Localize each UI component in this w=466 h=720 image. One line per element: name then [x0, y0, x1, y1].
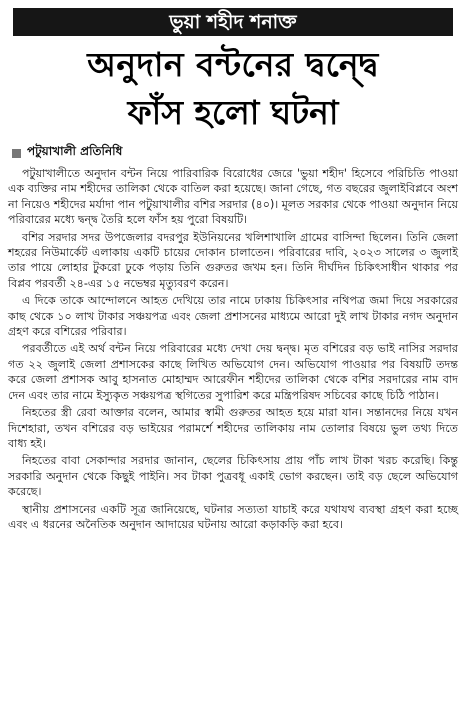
headline-line-2: ফাঁস হলো ঘটনা	[127, 93, 339, 132]
article-body	[8, 166, 458, 532]
kicker-label: ভুয়া শহীদ শনাক্ত	[13, 8, 453, 36]
paragraph-5: নিহতের স্ত্রী রেবা আক্তার বলেন, আমার স্বামী গুরুতর আহত হয়ে মারা যান। সন্তানদের নিয়ে যখন দিশেহারা, তখন বশিরের বড় ভাইয়ের পরামর্শে শহীদের তালিকায় নাম তোলার বিষয়ে ভুল তথ্য দিতে বাধ্য হই।	[8, 406, 458, 450]
kicker-bar	[8, 8, 458, 36]
byline-text: পটুয়াখালী প্রতিনিধি	[27, 144, 123, 158]
headline	[8, 42, 458, 136]
bullet-square-icon	[12, 149, 21, 158]
byline	[12, 143, 458, 163]
paragraph-1: পটুয়াখালীতে অনুদান বন্টন নিয়ে পারিবারিক বিরোধের জেরে 'ভুয়া শহীদ' হিসেবে পরিচিতি পাওয়া এক ব্যক্তির নাম শহীদের তালিকা থেকে বাতিল করা হয়েছে। জানা গেছে, গত বছরের জুলাইবিপ্লবে অংশ না নিয়েও শহীদের মর্যাদা পান পটুয়াখালীর বশির সরদার (৪০)। মূলত সরকার থেকে পাওয়া অনুদান নিয়ে পরিবারের মধ্যে দ্বন্দ্ব তৈরি হলে ফাঁস হয় পুরো বিষয়টি।	[8, 167, 458, 227]
paragraph-7: স্থানীয় প্রশাসনের একটি সূত্র জানিয়েছে, ঘটনার সত্যতা যাচাই করে যথাযথ ব্যবস্থা গ্রহণ করা হচ্ছে এবং এ ধরনের অনৈতিক অনুদান আদায়ের ঘটনায় আরো কড়াকড়ি করা হবে।	[8, 502, 458, 531]
paragraph-4: পরবর্তীতে এই অর্থ বন্টন নিয়ে পরিবারের মধ্যে দেখা দেয় দ্বন্দ্ব। মৃত বশিরের বড় ভাই নাসির সরদার গত ২২ জুলাই জেলা প্রশাসকের কাছে লিখিত অভিযোগ দেন। অভিযোগ পাওয়ার পর বিষয়টি তদন্ত করে জেলা প্রশাসক আবু হাসনাত মোহাম্মদ আরেফীন শহীদের তালিকা থেকে বশির সরদারের নাম বাদ দেন এবং তার নামে ইস্যুকৃত সঞ্চয়পত্র স্থগিতের সুপারিশ করে মন্ত্রিপরিষদ সচিবের কাছে চিঠি পাঠান।	[8, 342, 458, 402]
paragraph-6: নিহতের বাবা সেকান্দার সরদার জানান, ছেলের চিকিৎসায় প্রায় পাঁচ লাখ টাকা খরচ করেছি। কিন্তু সরকারি অনুদান থেকে কিছুই পাইনি। সব টাকা পুত্রবধূ একাই ভোগ করছেন। তাই বড় ছেলে অভিযোগ করেছে।	[8, 454, 458, 499]
headline-line-1: অনুদান বন্টনের দ্বন্দ্বে	[87, 45, 379, 84]
paragraph-2: বশির সরদার সদর উপজেলার বদরপুর ইউনিয়নের খলিশাখালি গ্রামের বাসিন্দা ছিলেন। তিনি জেলা শহরের নিউমার্কেট এলাকায় একটি চায়ের দোকান চালাতেন। পরিবারের দাবি, ২০২৩ সালের ৩ জুলাই তার পায়ে লোহার টুকরো ঢুকে পড়ায় তিনি গুরুতর জখম হন। তিনি দীর্ঘদিন চিকিৎসাধীন থাকার পর বিপ্লব পরবর্তী ২৪-এর ১৫ নভেম্বর মৃত্যুবরণ করেন।	[8, 230, 458, 290]
paragraph-3: এ দিকে তাকে আন্দোলনে আহত দেখিয়ে তার নামে ঢাকায় চিকিৎসার নথিপত্র জমা দিয়ে সরকারের কাছ থেকে ১০ লাখ টাকার সঞ্চয়পত্র এবং জেলা প্রশাসনের মাধ্যমে আরো দুই লাখ টাকার নগদ অনুদান গ্রহণ করে বশিরের পরিবার।	[8, 294, 458, 339]
